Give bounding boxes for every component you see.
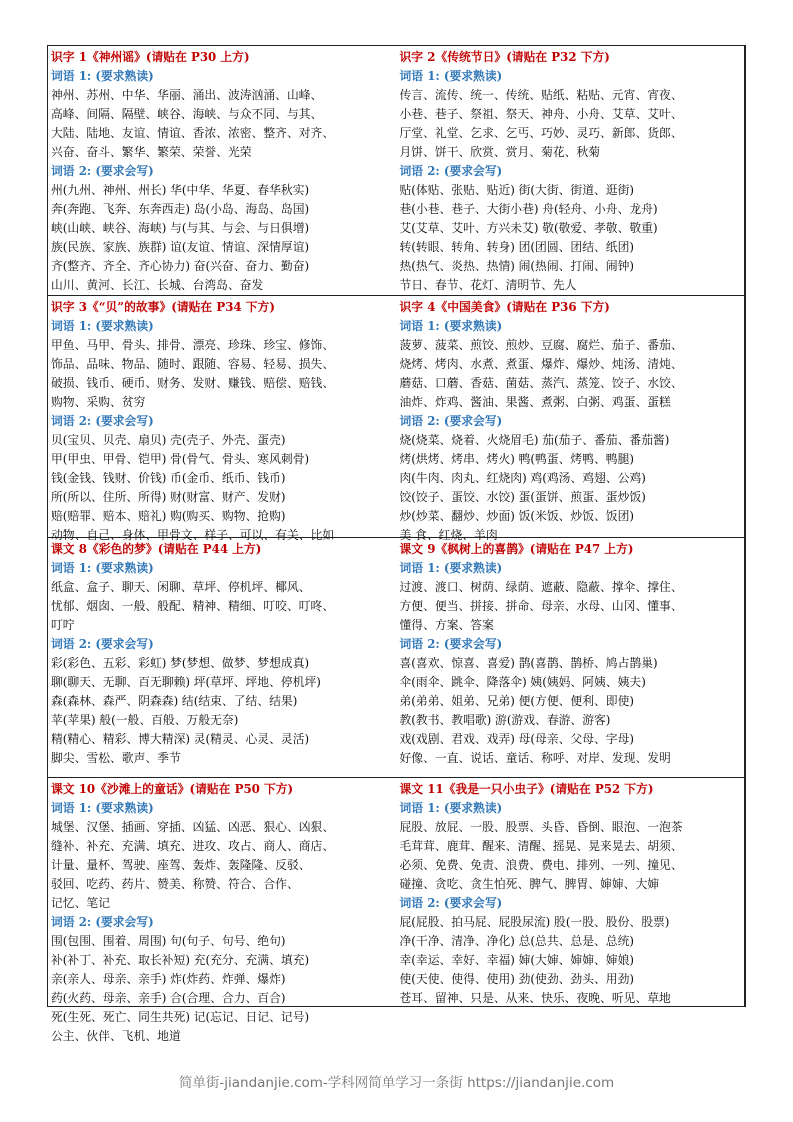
write-words-line: 伞(雨伞、跳伞、降落伞) 姨(姨妈、阿姨、姨夫)	[399, 675, 646, 689]
write-words-block	[400, 654, 742, 768]
write-words-block	[51, 181, 394, 295]
write-words-line: 戏(戏剧、君戏、戏弄) 母(母亲、父母、字母)	[399, 732, 635, 746]
read-words-line: 小巷、巷子、祭祖、祭天、神舟、小舟、艾草、艾叶、	[399, 107, 683, 121]
read-words-line: 月饼、饼干、欣赏、赏月、菊花、秋菊	[399, 145, 601, 159]
read-words-line: 饰品、品味、物品、随时、跟随、容易、轻易、损失、	[51, 357, 335, 371]
lesson-title: 课文 11《我是一只小虫子》(请贴在 P52 下方)	[399, 782, 654, 796]
read-words-line: 懂得、方案、答案	[399, 618, 494, 632]
read-words-line: 屁股、放屁、一股、股票、头昏、昏倒、眼泡、一泡茶	[399, 820, 683, 834]
read-words-line: 叮咛	[51, 618, 75, 632]
write-words-line: 净(干净、清净、净化) 总(总共、总是、总统)	[399, 934, 635, 948]
lesson-cell-2	[397, 46, 746, 296]
write-words-label: 词语 2: (要求会写)	[399, 164, 503, 178]
write-words-line: 屁(屁股、拍马屁、屁股尿流) 股(一股、股份、股票)	[399, 915, 670, 929]
write-words-line: 使(天使、使得、使用) 劲(使劲、劲头、用劲)	[399, 972, 635, 986]
read-words-block	[51, 578, 394, 635]
write-words-line: 喜(喜欢、惊喜、喜爱) 鹊(喜鹊、鹊桥、鸠占鹊巢)	[399, 656, 658, 670]
lesson-title: 课文 8《彩色的梦》(请贴在 P44 上方)	[51, 542, 262, 556]
write-words-line: 森(森林、森严、阴森森) 结(结束、了结、结果)	[51, 694, 298, 708]
write-words-line: 肉(牛肉、肉丸、红烧肉) 鸡(鸡汤、鸡翅、公鸡)	[399, 471, 646, 485]
read-words-line: 神州、苏州、中华、华丽、涌出、波涛汹涌、山峰、	[51, 88, 323, 102]
read-words-line: 菠萝、菠菜、煎饺、煎炒、豆腐、腐烂、茄子、番茄、	[399, 338, 683, 352]
write-words-line: 炒(炒菜、翻炒、炒面) 饭(米饭、炒饭、饭团)	[399, 509, 635, 523]
read-words-label: 词语 1: (要求熟读)	[399, 69, 503, 83]
read-words-line: 烧烤、烤肉、水煮、煮蛋、爆炸、爆炒、炖汤、清炖、	[399, 357, 683, 371]
read-words-line: 城堡、汉堡、插画、穿插、凶猛、凶恶、狠心、凶狠、	[51, 820, 335, 834]
write-words-line: 节日、春节、花灯、清明节、先人	[399, 278, 577, 292]
write-words-label: 词语 2: (要求会写)	[51, 637, 154, 651]
write-words-line: 亲(亲人、母亲、亲手) 炸(炸药、炸弹、爆炸)	[51, 972, 286, 986]
write-words-line: 饺(饺子、蛋饺、水饺) 蛋(蛋饼、煎蛋、蛋炒饭)	[399, 490, 646, 504]
write-words-block	[51, 654, 394, 768]
write-words-label: 词语 2: (要求会写)	[399, 637, 503, 651]
read-words-line: 记忆、笔记	[51, 896, 110, 910]
read-words-label: 词语 1: (要求熟读)	[399, 561, 503, 575]
read-words-block	[51, 86, 394, 162]
write-words-line: 聊(聊天、无聊、百无聊赖) 坪(草坪、坪地、停机坪)	[51, 675, 321, 689]
read-words-line: 缝补、补充、充满、填充、进攻、攻占、商人、商店、	[51, 839, 335, 853]
lesson-title: 课文 9《枫树上的喜鹊》(请贴在 P47 上方)	[399, 542, 634, 556]
read-words-line: 方便、便当、拼接、拼命、母亲、水母、山冈、懂事、	[399, 599, 683, 613]
read-words-label: 词语 1: (要求熟读)	[51, 801, 154, 815]
write-words-line: 巷(小巷、巷子、大街小巷) 舟(轻舟、小舟、龙舟)	[399, 202, 658, 216]
read-words-label: 词语 1: (要求熟读)	[399, 801, 503, 815]
write-words-line: 烤(烘烤、烤串、烤火) 鸭(鸭蛋、烤鸭、鸭腿)	[399, 452, 635, 466]
write-words-block	[400, 181, 742, 295]
read-words-block	[400, 818, 742, 894]
read-words-block	[400, 578, 742, 635]
lesson-title: 识字 1《神州谣》(请贴在 P30 上方)	[51, 50, 250, 64]
lesson-cell-5	[48, 538, 397, 778]
write-words-line: 好像、一直、说话、童话、称呼、对岸、发现、发明	[399, 751, 671, 765]
write-words-line: 热(热气、炎热、热情) 闹(热闹、打闹、闹钟)	[399, 259, 635, 273]
read-words-label: 词语 1: (要求熟读)	[51, 561, 154, 575]
lesson-title: 课文 10《沙滩上的童话》(请贴在 P50 下方)	[51, 782, 294, 796]
read-words-line: 必须、免费、免责、浪费、费电、排列、一列、撞见、	[399, 858, 683, 872]
read-words-line: 油炸、炸鸡、酱油、果酱、煮粥、白粥、鸡蛋、蛋糕	[399, 395, 671, 409]
read-words-line: 毛茸茸、鹿茸、醒来、清醒、摇晃、晃来晃去、胡须、	[399, 839, 683, 853]
write-words-line: 弟(弟弟、姐弟、兄弟) 便(方便、便利、即使)	[399, 694, 635, 708]
write-words-line: 艾(艾草、艾叶、方兴未艾) 敬(敬爱、孝敬、敬重)	[399, 221, 658, 235]
write-words-line: 州(九州、神州、州长) 华(中华、华夏、春华秋实)	[51, 183, 310, 197]
read-words-block	[51, 336, 394, 412]
read-words-line: 蘑菇、口蘑、香菇、菌菇、蒸汽、蒸笼、饺子、水饺、	[399, 376, 683, 390]
write-words-line: 彩(彩色、五彩、彩虹) 梦(梦想、做梦、梦想成真)	[51, 656, 310, 670]
write-words-label: 词语 2: (要求会写)	[399, 896, 503, 910]
write-words-line: 山川、黄河、长江、长城、台湾岛、奋发	[51, 278, 264, 292]
write-words-line: 死(生死、死亡、同生共死) 记(忘记、日记、记号)	[51, 1010, 310, 1024]
write-words-label: 词语 2: (要求会写)	[51, 164, 154, 178]
write-words-block	[400, 913, 742, 1008]
read-words-block	[400, 86, 742, 162]
lesson-title: 识字 2《传统节日》(请贴在 P32 下方)	[399, 50, 610, 64]
lesson-cell-7	[48, 778, 397, 1043]
write-words-line: 公主、伙伴、飞机、地道	[51, 1029, 181, 1043]
vocab-table	[47, 45, 746, 1043]
page-footer: 简单街-jiandanjie.com-学科网简单学习一条街 https://jiandanjie.com	[178, 1075, 615, 1091]
write-words-line: 钱(金钱、钱财、价钱) 币(金币、纸币、钱币)	[51, 471, 286, 485]
write-words-block	[51, 431, 394, 545]
write-words-line: 赔(赔罪、赔本、赔礼) 购(购买、购物、抢购)	[51, 509, 286, 523]
read-words-line: 计量、量杯、驾驶、座驾、轰炸、轰隆隆、反驳、	[51, 858, 311, 872]
read-words-line: 驳回、吃药、药片、赞美、称赞、符合、合作、	[51, 877, 299, 891]
read-words-line: 传言、流传、统一、传统、贴纸、粘贴、元宵、宵夜、	[399, 88, 683, 102]
read-words-block	[400, 336, 742, 412]
write-words-line: 精(精心、精彩、博大精深) 灵(精灵、心灵、灵活)	[51, 732, 310, 746]
write-words-line: 脚尖、雪松、歌声、季节	[51, 751, 181, 765]
write-words-line: 药(火药、母亲、亲手) 合(合理、合力、百合)	[51, 991, 286, 1005]
write-words-line: 苍耳、留神、只是、从来、快乐、夜晚、听见、草地	[399, 991, 671, 1005]
write-words-line: 齐(整齐、齐全、齐心协力) 奋(兴奋、奋力、勤奋)	[51, 259, 310, 273]
write-words-line: 族(民族、家族、族群) 谊(友谊、情谊、深情厚谊)	[51, 240, 310, 254]
write-words-line: 幸(幸运、幸好、幸福) 婶(大婶、婶婶、婶娘)	[399, 953, 635, 967]
write-words-line: 美 食、红烧、羊肉	[399, 528, 498, 542]
read-words-line: 大陆、陆地、友谊、情谊、香浓、浓密、整齐、对齐、	[51, 126, 335, 140]
write-words-line: 补(补丁、补充、取长补短) 充(充分、充满、填充)	[51, 953, 310, 967]
lesson-cell-8	[397, 778, 746, 1006]
read-words-line: 厅堂、礼堂、乞求、乞丐、巧妙、灵巧、新郎、货郎、	[399, 126, 683, 140]
write-words-line: 围(包围、围着、周围) 句(句子、句号、绝句)	[51, 934, 286, 948]
read-words-line: 忧郁、烟囱、一般、般配、精神、精细、叮咬、叮咚、	[51, 599, 335, 613]
read-words-label: 词语 1: (要求熟读)	[51, 319, 154, 333]
lesson-cell-6	[397, 538, 746, 778]
read-words-label: 词语 1: (要求熟读)	[399, 319, 503, 333]
write-words-block	[400, 431, 742, 545]
read-words-line: 甲鱼、马甲、骨头、排骨、漂亮、珍珠、珍宝、修饰、	[51, 338, 335, 352]
write-words-label: 词语 2: (要求会写)	[399, 414, 503, 428]
write-words-line: 烧(烧菜、烧着、火烧眉毛) 茄(茄子、番茄、番茄酱)	[399, 433, 670, 447]
write-words-line: 所(所以、住所、所得) 财(财富、财产、发财)	[51, 490, 286, 504]
write-words-line: 动物、自己、身体、甲骨文、样子、可以、有关、比如	[51, 528, 335, 542]
write-words-line: 贝(宝贝、贝壳、扇贝) 壳(壳子、外壳、蛋壳)	[51, 433, 286, 447]
read-words-block	[51, 818, 394, 913]
write-words-label: 词语 2: (要求会写)	[51, 414, 154, 428]
write-words-label: 词语 2: (要求会写)	[51, 915, 154, 929]
write-words-line: 转(转眼、转角、转身) 团(团圆、团结、纸团)	[399, 240, 635, 254]
lesson-cell-3	[48, 296, 397, 542]
read-words-line: 碰撞、贪吃、贪生怕死、脾气、脾胃、婶婶、大婶	[399, 877, 660, 891]
lesson-title: 识字 4《中国美食》(请贴在 P36 下方)	[399, 300, 610, 314]
write-words-line: 奔(奔跑、飞奔、东奔西走) 岛(小岛、海岛、岛国)	[51, 202, 310, 216]
write-words-line: 贴(体贴、张贴、贴近) 街(大街、街道、逛街)	[399, 183, 635, 197]
write-words-line: 苹(苹果) 般(一般、百般、万般无奈)	[51, 713, 239, 727]
read-words-line: 兴奋、奋斗、繁华、繁荣、荣誉、光荣	[51, 145, 252, 159]
read-words-line: 纸盒、盒子、聊天、闲聊、草坪、停机坪、椰风、	[51, 580, 311, 594]
read-words-label: 词语 1: (要求熟读)	[51, 69, 154, 83]
lesson-cell-1	[48, 46, 397, 296]
write-words-line: 教(教书、教唱歌) 游(游戏、春游、游客)	[399, 713, 611, 727]
write-words-line: 峡(山峡、峡谷、海峡) 与(与其、与会、与日俱增)	[51, 221, 310, 235]
lesson-cell-4	[397, 296, 746, 542]
read-words-line: 高峰、间隔、隔壁、峡谷、海峡、与众不同、与其、	[51, 107, 323, 121]
write-words-line: 甲(甲虫、甲骨、铠甲) 骨(骨气、骨头、寒风刺骨)	[51, 452, 310, 466]
read-words-line: 过渡、渡口、树荫、绿荫、遮蔽、隐蔽、撑伞、撑住、	[399, 580, 683, 594]
read-words-line: 破损、钱币、硬币、财务、发财、赚钱、赔偿、赔钱、	[51, 376, 335, 390]
lesson-title: 识字 3《“贝”的故事》(请贴在 P34 下方)	[51, 300, 275, 314]
read-words-line: 购物、采购、贫穷	[51, 395, 146, 409]
write-words-block	[51, 932, 394, 1046]
